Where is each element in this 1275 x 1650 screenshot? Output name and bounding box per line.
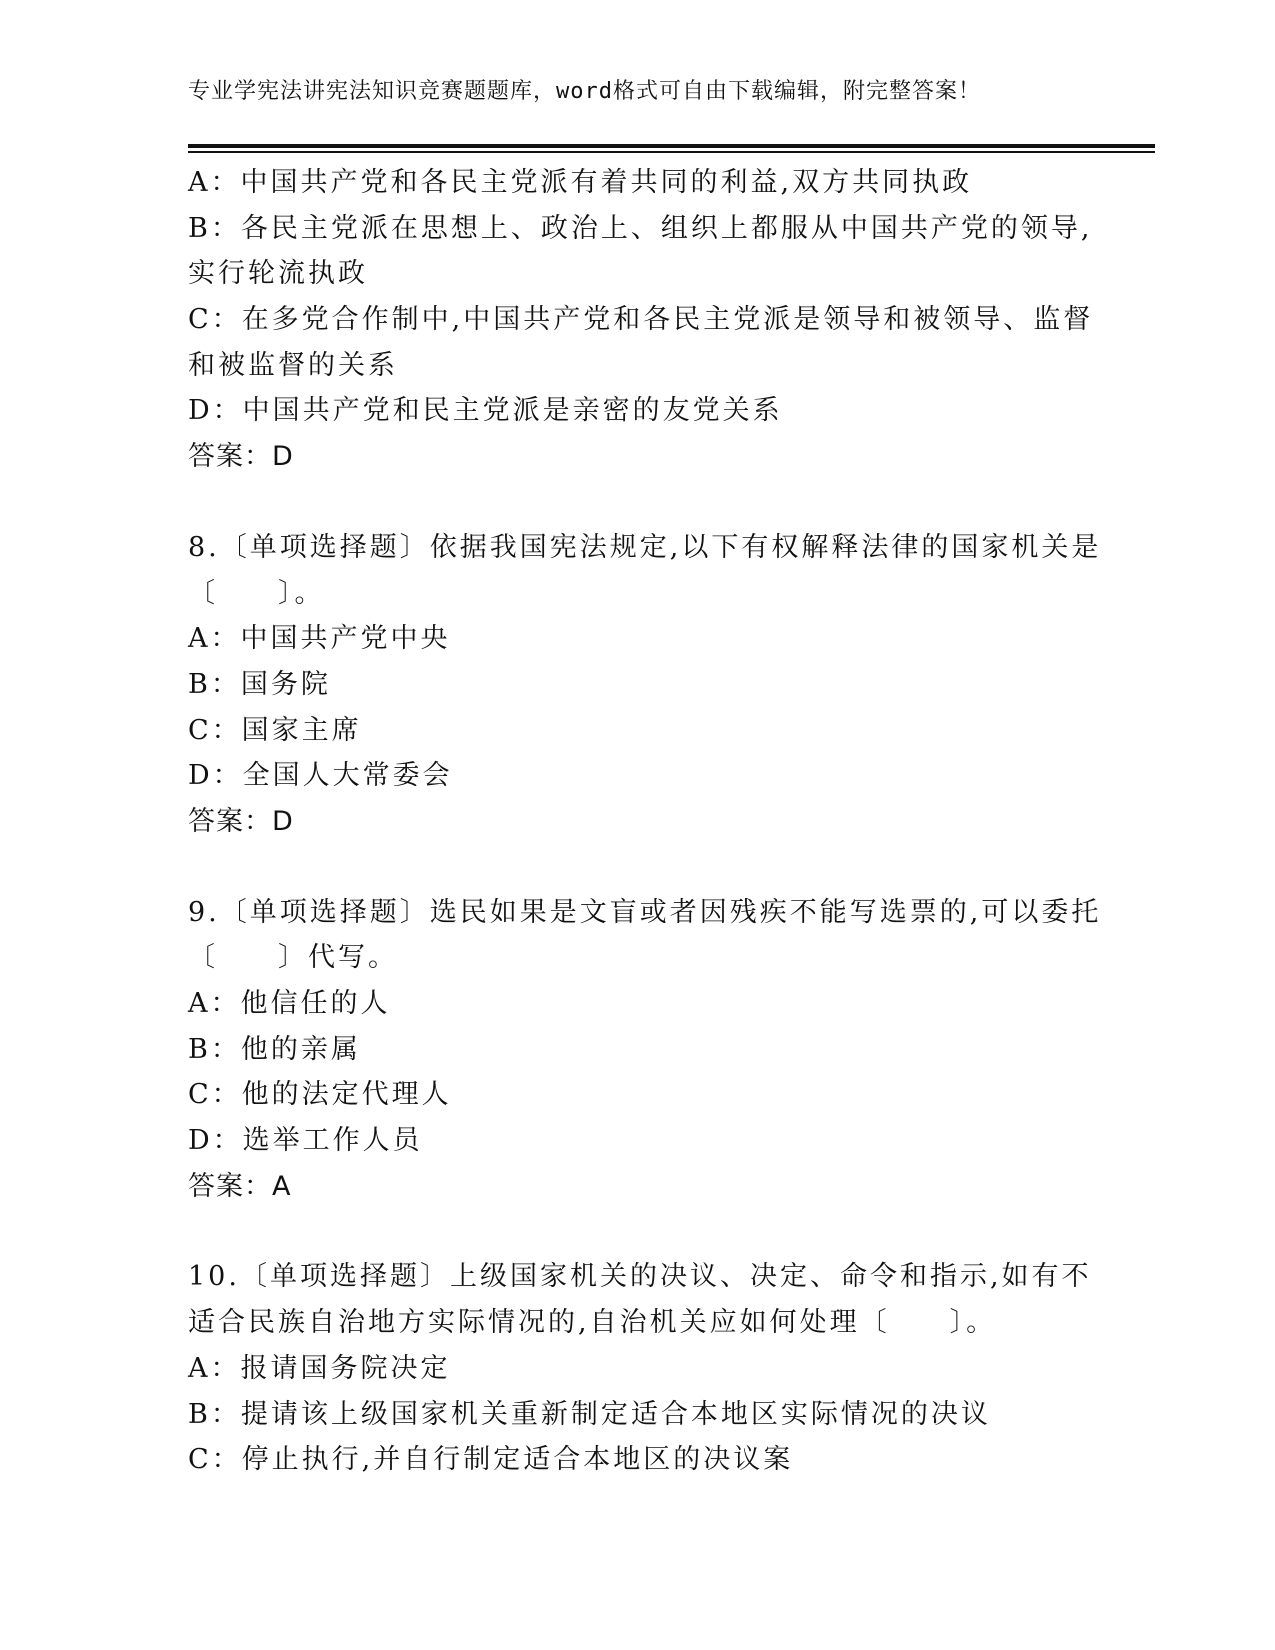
page-header: 专业学宪法讲宪法知识竞赛题题库，word格式可自由下载编辑，附完整答案！ <box>188 79 981 104</box>
question-stem-cont: 〔 〕代写。 <box>188 942 398 974</box>
header-rule-thick <box>188 144 1155 148</box>
option-a: A：他信任的人 <box>188 988 391 1019</box>
question-block-8 <box>188 525 1102 845</box>
option-c-cont: 和被监督的关系 <box>188 349 398 381</box>
question-stem: 9.〔单项选择题〕选民如果是文盲或者因残疾不能写选票的,可以委托 <box>188 896 1102 928</box>
option-a: A：中国共产党和各民主党派有着共同的利益,双方共同执政 <box>188 167 973 198</box>
option-c: C：停止执行,并自行制定适合本地区的决议案 <box>188 1444 794 1476</box>
question-stem-cont: 〔 〕。 <box>188 577 325 609</box>
option-c: C：在多党合作制中,中国共产党和各民主党派是领导和被领导、监督 <box>188 304 1094 336</box>
answer-line: 答案：D <box>188 441 294 473</box>
option-d: D：全国人大常委会 <box>188 760 453 792</box>
option-d: D：中国共产党和民主党派是亲密的友党关系 <box>188 395 783 427</box>
question-content <box>188 160 1102 1483</box>
header-rule-thin <box>188 151 1155 153</box>
question-block-10 <box>188 1254 1092 1482</box>
option-c: C：他的法定代理人 <box>188 1079 452 1111</box>
option-a: A：报请国务院决定 <box>188 1352 451 1384</box>
question-stem: 10.〔单项选择题〕上级国家机关的决议、决定、命令和指示,如有不 <box>188 1261 1092 1293</box>
option-b: B：他的亲属 <box>188 1033 361 1065</box>
option-b: B：国务院 <box>188 668 331 700</box>
option-c: C：国家主席 <box>188 714 362 746</box>
option-a: A：中国共产党中央 <box>188 623 451 655</box>
option-d: D：选举工作人员 <box>188 1125 423 1157</box>
option-b-cont: 实行轮流执政 <box>188 258 368 290</box>
answer-line: 答案：D <box>188 805 294 837</box>
option-b: B：提请该上级国家机关重新制定适合本地区实际情况的决议 <box>188 1398 991 1430</box>
question-stem-cont: 适合民族自治地方实际情况的,自治机关应如何处理〔 〕。 <box>188 1307 997 1339</box>
question-stem: 8.〔单项选择题〕依据我国宪法规定,以下有权解释法律的国家机关是 <box>188 531 1102 563</box>
question-block-9 <box>188 890 1102 1210</box>
option-b: B：各民主党派在思想上、政治上、组织上都服从中国共产党的领导, <box>188 212 1093 244</box>
answer-line: 答案：A <box>188 1170 292 1202</box>
question-block-partial <box>188 160 1094 480</box>
